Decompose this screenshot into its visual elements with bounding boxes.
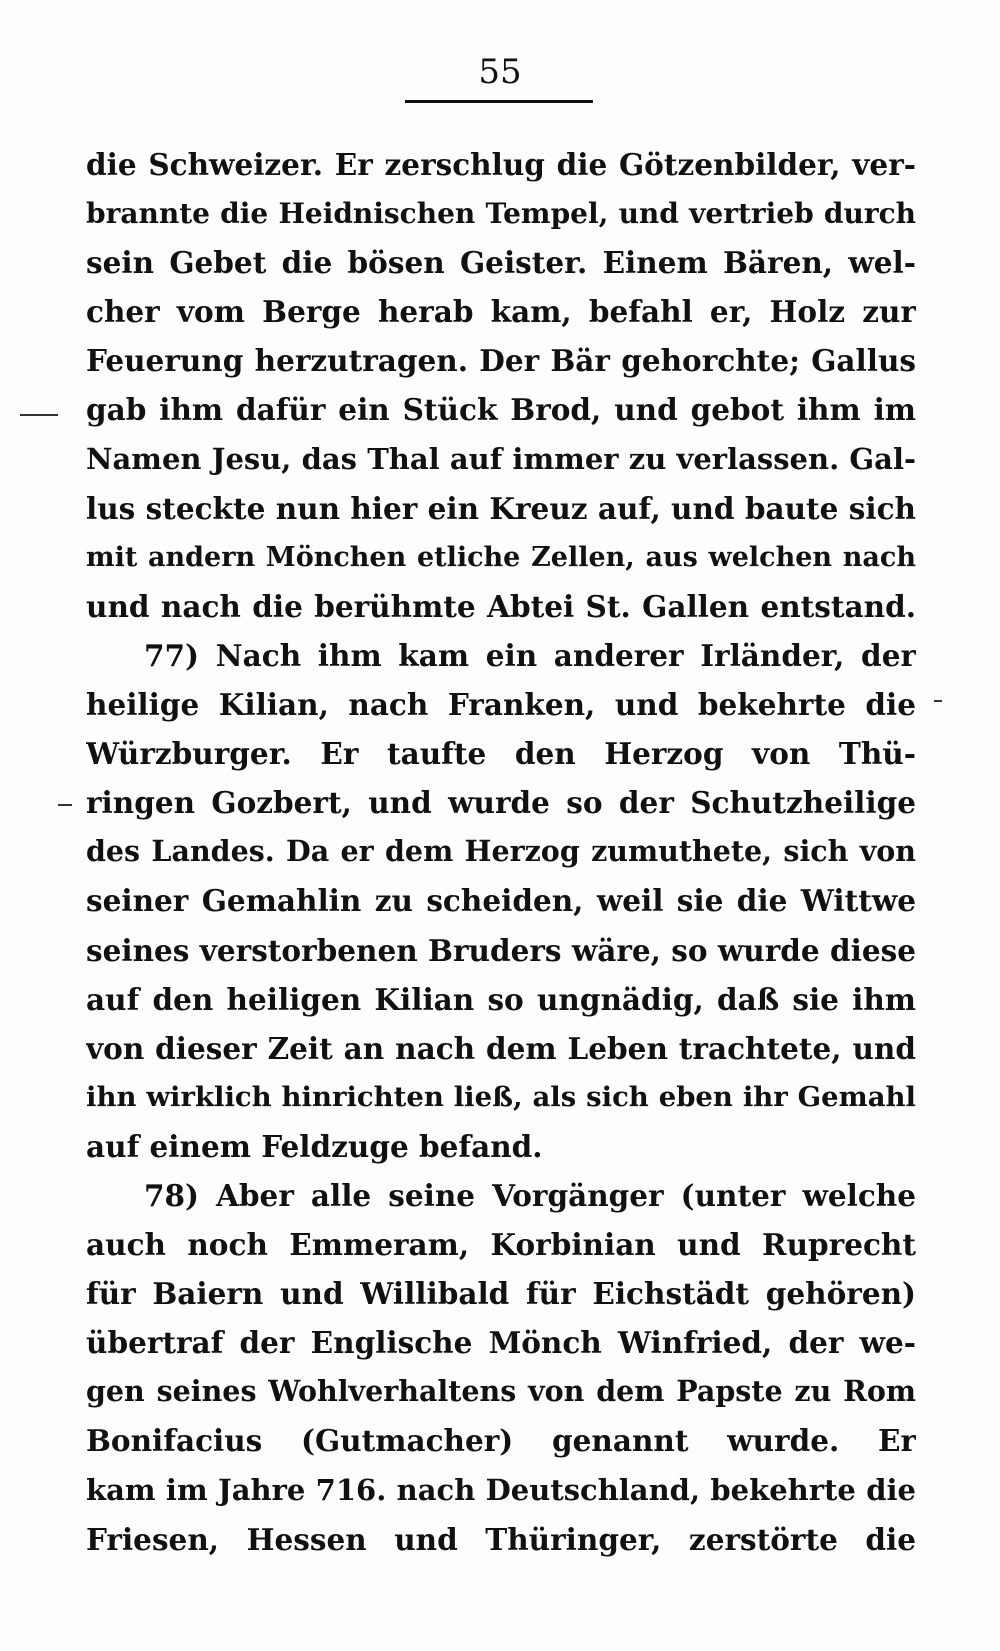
text-line: Namen Jesu, das Thal auf immer zu verlassen. Gal- — [86, 441, 916, 476]
text-line: seines verstorbenen Bruders wäre, so wurde diese — [86, 932, 916, 968]
text-line: Friesen, Hessen und Thüringer, zerstörte die — [86, 1521, 916, 1557]
text-line: heilige Kilian, nach Franken, und bekehrte die — [86, 687, 916, 723]
text-line: ringen Gozbert, und wurde so der Schutzheilige — [86, 785, 916, 821]
text-line: kam im Jahre 716. nach Deutschland, bekehrte die — [86, 1472, 916, 1507]
text-line: sein Gebet die bösen Geister. Einem Bären, wel- — [86, 245, 916, 281]
page-number: 55 — [478, 52, 522, 92]
paragraph-start-line: 78) Aber alle seine Vorgänger (unter welche — [144, 1177, 916, 1213]
text-line: auf den heiligen Kilian so ungnädig, daß sie ihm — [86, 981, 916, 1017]
text-line: und nach die berühmte Abtei St. Gallen entstand. — [86, 588, 916, 624]
margin-mark — [58, 804, 72, 806]
text-line: die Schweizer. Er zerschlug die Götzenbilder, ver- — [86, 147, 916, 182]
margin-mark — [934, 700, 942, 702]
paragraph-start-line: 77) Nach ihm kam ein anderer Irländer, der — [144, 637, 916, 673]
text-line: gen seines Wohlverhaltens von dem Papste zu Rom — [86, 1374, 916, 1409]
text-line: cher vom Berge herab kam, befahl er, Holz zur — [86, 294, 916, 330]
text-line: lus steckte nun hier ein Kreuz auf, und baute sich — [86, 490, 916, 526]
text-line: Bonifacius (Gutmacher) genannt wurde. Er — [86, 1423, 916, 1459]
text-line: seiner Gemahlin zu scheiden, weil sie die Wittwe — [86, 883, 916, 919]
paragraph-end-line: auf einem Feldzuge befand. — [86, 1128, 543, 1164]
text-line: mit andern Mönchen etliche Zellen, aus welchen nach — [86, 541, 916, 573]
page-number-rule — [405, 100, 593, 103]
text-line: gab ihm dafür ein Stück Brod, und gebot ihm im — [86, 392, 916, 428]
text-line: auch noch Emmeram, Korbinian und Ruprecht — [86, 1227, 916, 1263]
text-line: brannte die Heidnischen Tempel, und vertrieb durch — [86, 197, 916, 231]
text-line: übertraf der Englische Mönch Winfried, der we- — [86, 1325, 916, 1361]
text-line: Würzburger. Er taufte den Herzog von Thü- — [86, 736, 916, 772]
text-line: ihn wirklich hinrichten ließ, als sich eben ihr Gemahl — [86, 1080, 916, 1113]
body-text — [86, 140, 916, 1564]
text-line: des Landes. Da er dem Herzog zumuthete, sich von — [86, 834, 916, 869]
text-line: Feuerung herzutragen. Der Bär gehorchte; Gallus — [86, 343, 916, 379]
margin-mark — [20, 414, 58, 416]
text-line: von dieser Zeit an nach dem Leben trachtete, und — [86, 1030, 916, 1066]
text-line: für Baiern und Willibald für Eichstädt gehören) — [86, 1276, 916, 1312]
